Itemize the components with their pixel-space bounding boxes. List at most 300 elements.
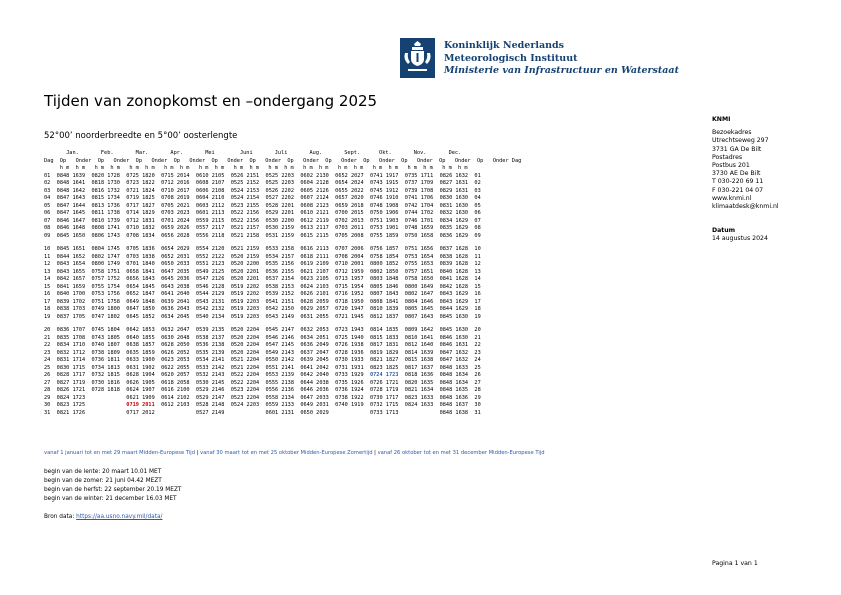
- sunrise-value: 0612: [300, 217, 313, 224]
- time-cell: [196, 225, 224, 231]
- time-cell: [126, 284, 154, 290]
- sunrise-value: 0656: [126, 276, 139, 282]
- time-cell: [405, 299, 433, 305]
- sunset-value: 2029: [316, 409, 329, 416]
- sunrise-value: 0747: [91, 313, 105, 320]
- season-summer: begin van de zomer: 21 juni 04.42 MEZT: [44, 478, 162, 484]
- time-cell: [126, 327, 154, 333]
- sunset-value: 1818: [107, 387, 120, 393]
- sunset-value: 2103: [316, 283, 329, 290]
- sunset-value: 1749: [107, 261, 120, 267]
- sunset-value: 2203: [246, 298, 260, 305]
- sunset-value: 1726: [72, 409, 86, 416]
- sunset-value: 1847: [142, 291, 155, 297]
- time-cell: [335, 233, 363, 239]
- sidebar-line: 3730 AE De Bilt: [712, 170, 761, 178]
- sunset-value: 2019: [176, 195, 190, 201]
- contact-sidebar: [712, 116, 779, 244]
- time-cell: [161, 254, 189, 260]
- sunrise-value: 0808: [369, 298, 383, 305]
- sunset-value: 1904: [142, 372, 155, 378]
- sunset-value: 2107: [211, 180, 225, 186]
- sunrise-value: 0725: [126, 172, 139, 179]
- time-cell: [300, 246, 328, 252]
- sunset-value: 1843: [385, 291, 399, 297]
- sunset-value: 2204: [246, 394, 260, 401]
- time-cell: [300, 365, 328, 371]
- time-cell: [335, 395, 363, 401]
- sunset-value: 2102: [176, 394, 190, 401]
- day-cell-right: 12: [474, 261, 481, 267]
- time-cell: [405, 254, 433, 260]
- time-cell: [370, 173, 398, 179]
- sunrise-value: 0620: [161, 372, 174, 378]
- sunrise-value: 0705: [126, 246, 139, 252]
- time-cell: [440, 335, 468, 341]
- sunrise-value: 0539: [265, 291, 279, 297]
- sunset-value: 2026: [176, 225, 190, 231]
- time-cell: [335, 276, 363, 282]
- sunset-value: 1717: [72, 372, 86, 378]
- sunset-value: 1831: [385, 342, 399, 348]
- sunset-value: 1648: [72, 225, 86, 231]
- sunrise-value: 0847: [56, 202, 70, 209]
- sunset-value: 1715: [72, 364, 86, 371]
- time-cell: [335, 218, 363, 224]
- day-cell: 17: [44, 298, 51, 305]
- sunset-value: 2149: [281, 313, 295, 320]
- time-cell: [335, 335, 363, 341]
- sunset-value: 2118: [211, 232, 225, 239]
- time-cell: [57, 291, 85, 297]
- time-cell: [57, 173, 85, 179]
- sunset-value: 2134: [281, 394, 295, 401]
- table-row: [44, 218, 521, 226]
- sunset-value: 2043: [176, 306, 190, 312]
- sunset-value: 1752: [107, 276, 120, 282]
- sunrise-value: 0757: [91, 276, 105, 282]
- time-cell: [300, 203, 328, 209]
- time-cell: [266, 203, 294, 209]
- sunrise-value: 0636: [161, 306, 174, 312]
- sunset-value: 1747: [107, 253, 120, 260]
- sunset-value: 2008: [350, 232, 364, 239]
- sunrise-value: 0558: [265, 394, 279, 401]
- time-cell: [335, 342, 363, 348]
- time-cell: [405, 327, 433, 333]
- sunset-value: 1632: [455, 349, 469, 356]
- sunset-value: 2004: [350, 253, 364, 260]
- day-cell-right: 19: [474, 313, 481, 320]
- sunset-value: 1837: [385, 313, 399, 320]
- sunset-value: 1711: [420, 172, 434, 179]
- time-cell: [231, 269, 259, 275]
- knmi-logo: [400, 38, 435, 78]
- time-cell: [231, 387, 259, 393]
- time-cell: [335, 284, 363, 290]
- time-cell: [231, 291, 259, 297]
- sunset-value: 1933: [350, 357, 364, 363]
- sunrise-value: 0848: [439, 394, 453, 401]
- day-cell: 15: [44, 283, 51, 290]
- sunset-value: 2131: [281, 409, 295, 416]
- time-cell: [196, 261, 224, 267]
- time-cell: [300, 395, 328, 401]
- sunset-value: 1628: [455, 253, 469, 260]
- sunset-value: 2047: [316, 349, 329, 356]
- sunrise-value: 0742: [404, 202, 418, 209]
- time-cell: [266, 284, 294, 290]
- time-cell: [300, 387, 328, 393]
- time-cell: [300, 225, 328, 231]
- day-cell-right: 22: [474, 342, 481, 348]
- sunset-value: 1629: [455, 291, 469, 297]
- sunrise-value: 0530: [195, 379, 209, 386]
- sunrise-value: 0552: [195, 253, 209, 260]
- time-cell: [405, 335, 433, 341]
- sunset-value: 2040: [316, 372, 329, 378]
- time-cell: [126, 180, 154, 186]
- sunrise-value: 0539: [195, 327, 209, 333]
- time-cell: [57, 306, 85, 312]
- sunrise-value: 0522: [230, 217, 244, 224]
- sunset-value: 1900: [142, 357, 155, 363]
- time-cell: [335, 180, 363, 186]
- sunset-value: 2141: [281, 364, 295, 371]
- sunrise-value: 0632: [161, 327, 174, 333]
- sunrise-value: 0622: [161, 364, 174, 371]
- time-cell: [196, 402, 224, 408]
- time-cell: [335, 402, 363, 408]
- table-row: [44, 357, 521, 365]
- table-row: [44, 314, 521, 322]
- time-cell: [57, 410, 85, 416]
- day-cell: 04: [44, 195, 51, 201]
- sunrise-value: 0628: [300, 298, 313, 305]
- time-cell: [300, 335, 328, 341]
- sunset-value: 1940: [350, 334, 364, 341]
- sunset-value: 1709: [420, 180, 434, 186]
- sunset-value: 1852: [385, 261, 399, 267]
- time-cell: [266, 210, 294, 216]
- sunrise-value: 0820: [404, 379, 418, 386]
- sunrise-value: 0543: [195, 298, 209, 305]
- sunset-value: 1640: [420, 342, 434, 348]
- sunrise-value: 0646: [300, 387, 313, 393]
- sunrise-value: 0755: [369, 232, 383, 239]
- sunset-value: 2204: [246, 387, 260, 393]
- sunset-value: 1704: [420, 202, 434, 209]
- sunrise-value: 0554: [195, 246, 209, 252]
- sunset-value: 2055: [176, 364, 190, 371]
- sunrise-value: 0737: [404, 180, 418, 186]
- sunset-value: 1824: [142, 187, 155, 194]
- time-cell: [91, 269, 119, 275]
- sunset-value: 2057: [316, 306, 329, 312]
- sunrise-value: 0847: [56, 210, 70, 216]
- time-cell: [266, 342, 294, 348]
- sunrise-value: 0826: [439, 172, 453, 179]
- time-cell: [300, 269, 328, 275]
- sunset-value: 1855: [142, 334, 155, 341]
- time-cell: [57, 284, 85, 290]
- sunset-value: 1938: [350, 342, 364, 348]
- sunrise-value: 0717: [126, 409, 139, 416]
- sun-times-table: [44, 150, 521, 417]
- sunrise-value: 0811: [91, 210, 105, 216]
- sunset-value: 1629: [455, 217, 469, 224]
- time-cell: [405, 291, 433, 297]
- sunset-value: 1658: [420, 232, 434, 239]
- time-cell: [91, 218, 119, 224]
- sunset-value: 2150: [281, 306, 295, 312]
- time-cell: [57, 299, 85, 305]
- sunrise-value: 0802: [91, 253, 105, 260]
- day-cell-right: 04: [474, 195, 481, 201]
- legend-separator: |: [372, 450, 378, 456]
- time-cell: [440, 254, 468, 260]
- time-cell: [126, 254, 154, 260]
- sunrise-value: 0654: [335, 180, 348, 186]
- sunrise-value: 0808: [91, 225, 105, 231]
- sunrise-value: 0827: [56, 379, 70, 386]
- sunset-value: 1909: [142, 394, 155, 401]
- sunrise-value: 0809: [404, 327, 418, 333]
- time-cell: [231, 380, 259, 386]
- sunset-value: 1843: [142, 276, 155, 282]
- sunrise-value: 0837: [56, 313, 70, 320]
- time-cell: [196, 306, 224, 312]
- sunset-value: 1848: [385, 276, 399, 282]
- table-row: [44, 387, 521, 395]
- time-cell: [266, 314, 294, 320]
- sidebar-email[interactable]: klimaatdesk@knmi.nl: [712, 203, 779, 211]
- sunrise-value: 0726: [335, 342, 348, 348]
- time-cell: [440, 372, 468, 378]
- sunset-value: 1947: [350, 306, 364, 312]
- sunset-value: 2126: [211, 276, 225, 282]
- table-row: [44, 291, 521, 299]
- sunrise-value: 0551: [265, 364, 279, 371]
- sunrise-value: 0805: [404, 306, 418, 312]
- sunset-value: 2015: [350, 210, 364, 216]
- day-cell-right: 26: [474, 372, 481, 378]
- sunrise-value: [335, 410, 348, 416]
- sunset-value: 1721: [72, 387, 86, 393]
- sunrise-value: 0701: [126, 261, 139, 267]
- time-cell: [161, 306, 189, 312]
- sunrise-value: 0812: [404, 342, 418, 348]
- sunset-value: 1712: [72, 349, 86, 356]
- sunrise-value: 0628: [161, 342, 174, 348]
- sunset-value: 2159: [246, 246, 260, 252]
- sunset-value: 2047: [176, 327, 190, 333]
- time-cell: [335, 350, 363, 356]
- sunset-value: 2011: [350, 225, 364, 231]
- time-cell: [91, 284, 119, 290]
- sunrise-value: 0520: [230, 261, 244, 267]
- sunrise-value: 0524: [230, 402, 244, 408]
- sunset-value: 2045: [316, 357, 329, 363]
- sunset-value: 2204: [246, 342, 260, 348]
- sunset-value: 2105: [316, 276, 329, 282]
- sunset-value: [177, 410, 190, 416]
- time-cell: [161, 173, 189, 179]
- sunset-value: [421, 410, 434, 416]
- sunrise-value: 0712: [335, 268, 348, 275]
- sunrise-value: 0840: [56, 291, 70, 297]
- sunset-value: 2040: [176, 291, 190, 297]
- sunrise-value: 0555: [265, 379, 279, 386]
- time-cell: [161, 342, 189, 348]
- sunset-value: 1852: [142, 313, 155, 320]
- sunset-value: 1713: [385, 409, 399, 416]
- day-cell: 07: [44, 217, 51, 224]
- sunset-value: 2139: [281, 372, 295, 378]
- sunset-value: 1829: [385, 349, 399, 356]
- sidebar-website[interactable]: www.knmi.nl: [712, 194, 752, 202]
- timezone-legend: [44, 450, 545, 456]
- sunrise-value: 0526: [230, 172, 244, 179]
- sunrise-value: 0520: [230, 342, 244, 348]
- sunset-value: 1822: [142, 180, 155, 186]
- time-cell: [57, 314, 85, 320]
- sunrise-value: 0730: [369, 394, 383, 401]
- sunset-value: 2058: [176, 379, 190, 386]
- table-row: [44, 350, 521, 358]
- sunrise-value: 0656: [161, 232, 174, 239]
- day-cell-right: 14: [474, 276, 481, 282]
- datum-label: Datum: [712, 227, 736, 235]
- time-cell: [91, 291, 119, 297]
- sunrise-value: 0844: [56, 253, 70, 260]
- time-cell: [126, 210, 154, 216]
- sunrise-value: 0821: [369, 357, 383, 363]
- time-cell: [196, 188, 224, 194]
- sunrise-value: 0618: [161, 379, 174, 386]
- sunrise-value: 0750: [369, 210, 383, 216]
- sidebar-line: Utrechtseweg 297: [712, 137, 769, 145]
- sunrise-value: 0800: [404, 283, 418, 290]
- sunrise-value: 0613: [300, 225, 313, 231]
- time-cell: [405, 188, 433, 194]
- sunset-value: 1723: [385, 372, 399, 378]
- sunset-value: 2131: [211, 298, 225, 305]
- day-cell: 27: [44, 379, 51, 386]
- sunrise-value: 0826: [56, 387, 70, 393]
- sunrise-value: 0836: [56, 327, 70, 333]
- time-cell: [91, 195, 119, 201]
- time-cell: [231, 342, 259, 348]
- time-cell: [231, 218, 259, 224]
- sunrise-value: 0736: [335, 387, 348, 393]
- sunrise-value: 0753: [369, 225, 383, 231]
- sunset-value: 1945: [350, 313, 364, 320]
- sunrise-value: 0820: [91, 172, 105, 179]
- sunset-value: 2137: [211, 334, 225, 341]
- sunset-value: 1736: [107, 202, 120, 209]
- sunrise-value: 0529: [195, 387, 209, 393]
- sunset-value: 1943: [350, 327, 364, 333]
- time-cell: [57, 357, 85, 363]
- sunset-value: 1827: [142, 202, 155, 209]
- sunset-value: 2117: [316, 225, 329, 231]
- sunrise-value: 0544: [195, 291, 209, 297]
- org-line-3: Ministerie van Infrastructuur en Waterstaat: [444, 65, 679, 76]
- sunset-value: [107, 402, 120, 408]
- sunset-value: 1834: [142, 232, 155, 239]
- sunset-value: 1646: [420, 298, 434, 305]
- sunset-value: [107, 395, 120, 401]
- sunrise-value: 0519: [230, 291, 244, 297]
- sunset-value: 1721: [385, 379, 399, 386]
- sunset-value: 2155: [246, 202, 260, 209]
- time-cell: [57, 261, 85, 267]
- source-link[interactable]: https://aa.usno.navy.mil/data/: [76, 514, 163, 520]
- time-cell: [335, 306, 363, 312]
- sunset-value: 1641: [420, 334, 434, 341]
- sunset-value: 1917: [385, 172, 399, 179]
- time-cell: [196, 365, 224, 371]
- table-row: [44, 276, 521, 284]
- sunset-value: 1634: [455, 379, 469, 386]
- time-cell: [196, 203, 224, 209]
- day-cell-right: 15: [474, 283, 481, 290]
- time-cell: [335, 269, 363, 275]
- time-cell: [266, 372, 294, 378]
- sunset-value: 2021: [176, 202, 190, 209]
- time-cell: [231, 195, 259, 201]
- sunrise-value: 0748: [404, 225, 418, 231]
- day-cell: 22: [44, 342, 51, 348]
- time-cell: [126, 233, 154, 239]
- sunrise-value: 0708: [126, 232, 139, 239]
- day-cell-right: 11: [474, 253, 481, 260]
- sunrise-value: 0549: [195, 268, 209, 275]
- sunrise-value: 0823: [56, 402, 70, 408]
- sunset-value: 1809: [107, 349, 120, 356]
- sunrise-value: [91, 402, 104, 408]
- sunset-value: 1635: [420, 379, 434, 386]
- sunset-value: 1631: [455, 342, 469, 348]
- sunrise-value: 0730: [91, 379, 105, 386]
- sunrise-value: 0534: [195, 357, 209, 363]
- day-cell: 08: [44, 225, 51, 231]
- sunrise-value: 0528: [195, 402, 209, 408]
- legend-met-autumn: vanaf 26 oktober tot en met 31 december Midden-Europese Tijd: [377, 450, 545, 456]
- sunset-value: 2141: [211, 357, 225, 363]
- sunset-value: 2112: [211, 202, 225, 209]
- sunrise-value: 0626: [300, 291, 313, 297]
- page-title: Tijden van zonopkomst en –ondergang 2025: [44, 92, 378, 110]
- sunrise-value: 0832: [56, 349, 70, 356]
- time-cell: [300, 254, 328, 260]
- sunrise-value: 0631: [126, 364, 139, 371]
- sunrise-value: 0542: [195, 306, 209, 312]
- sunrise-value: 0749: [91, 306, 105, 312]
- time-cell: [440, 180, 468, 186]
- time-cell: [266, 218, 294, 224]
- sunset-value: 1628: [455, 261, 469, 267]
- sunrise-value: 0830: [439, 195, 453, 201]
- sunrise-value: 0705: [161, 202, 174, 209]
- sunrise-value: 0601: [195, 210, 209, 216]
- time-cell: [370, 299, 398, 305]
- sunset-value: 2107: [316, 268, 329, 275]
- sunset-value: 2138: [211, 342, 225, 348]
- time-cell: [300, 188, 328, 194]
- sunrise-value: 0540: [195, 313, 209, 320]
